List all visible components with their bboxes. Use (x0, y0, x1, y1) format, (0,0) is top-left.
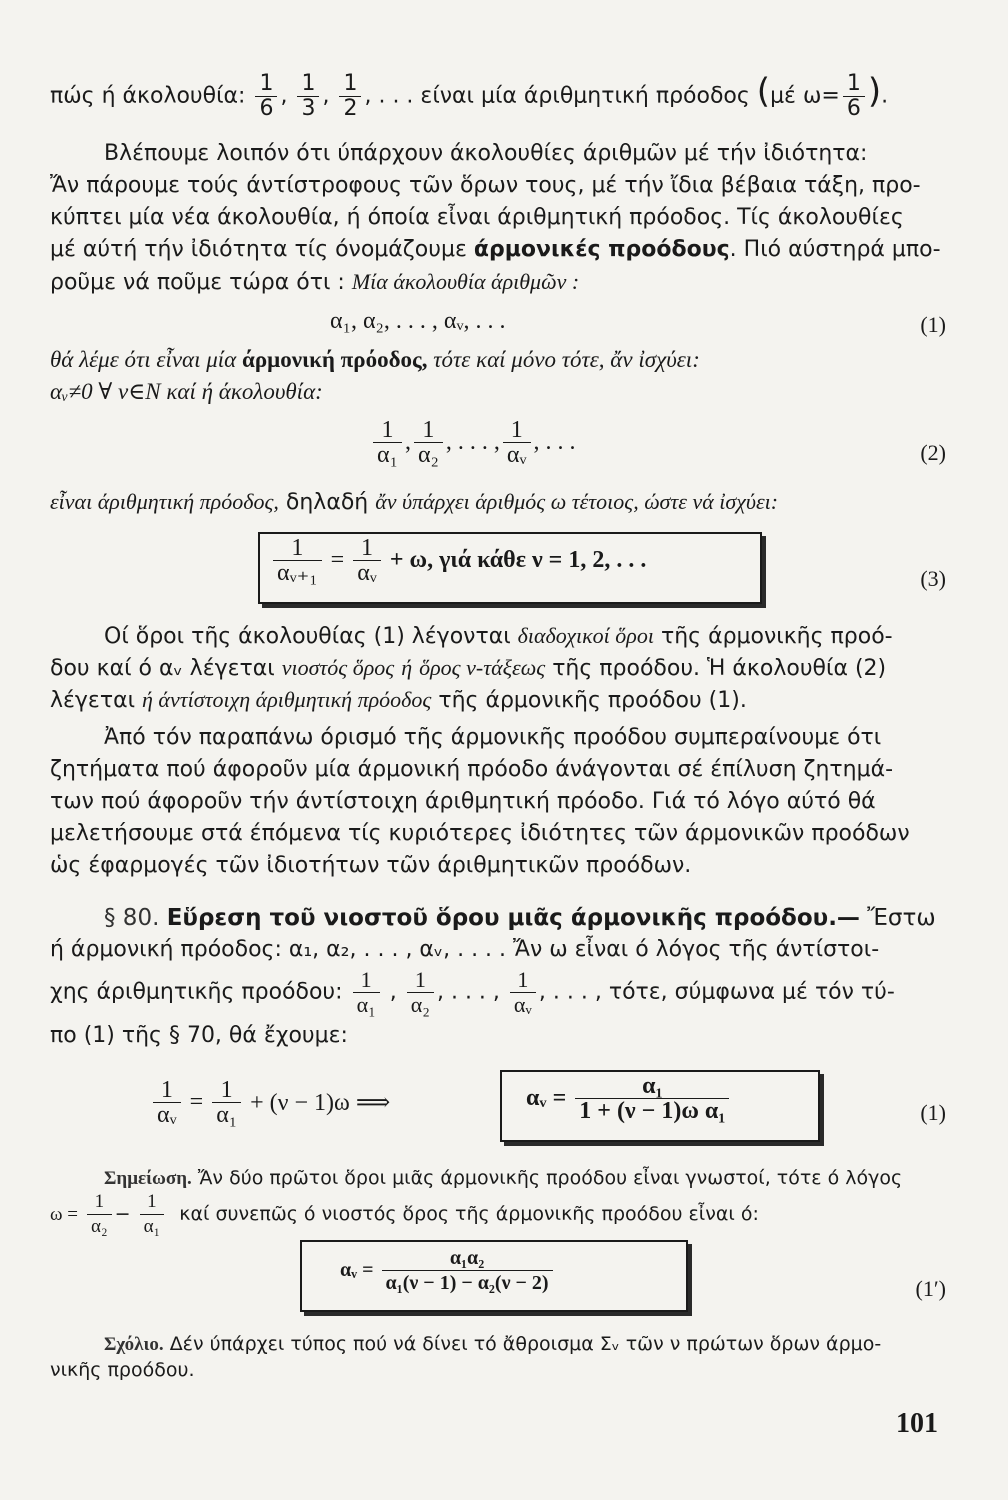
paragraph-line: δου καί ό αᵥ λέγεται νιοστός ὅρος ή ὅρος ν-τάξεως τῆς προόδου. Ἡ άκολουθία (2) (50, 655, 887, 681)
equation-number: (3) (920, 566, 946, 591)
equation-4-left: $\frac{1}{\text{αᵥ}}$ = $\frac{1}{\text{α₁}}$ + (ν − 1)ω ⟹ (150, 1078, 390, 1127)
definition-line: θά λέμε ότι εἶναι μία άρμονική πρόοδος, τότε καί μόνο τότε, ἄν ἰσχύει: (50, 347, 700, 372)
equation-number: (1′) (915, 1276, 946, 1301)
equation-1: α₁, α₂, . . . , αᵥ, . . . (330, 308, 506, 334)
note-line: ω = $\frac{1}{\text{α₂}}$ − $\frac{1}{\text{α₁}}$ καί συνεπῶς ό νιοστός ὅρος τῆς άρμονικῆς προόδου εἶναι ό: (50, 1191, 759, 1237)
paragraph-line: Ἄν πάρουμε τούς άντίστροφους τῶν ὅρων τους, μέ τήν ἴδια βέβαια τάξη, προ- (50, 173, 921, 198)
paragraph-line: μελετήσουμε στά έπόμενα τίς κυριότερες ἰδιότητες τῶν άρμονικῶν προόδων (50, 821, 910, 846)
paragraph-line: Βλέπουμε λοιπόν ότι ύπάρχουν άκολουθίες άριθμῶν μέ τήν ἰδιότητα: (104, 141, 868, 166)
paragraph-line: ὡς έφαρμογές τῶν ἰδιοτήτων τῶν άριθμητικῶν προόδων. (50, 853, 692, 878)
fraction: $\frac{1}{3}$ (297, 72, 319, 121)
section-number: § 80. (104, 905, 160, 931)
fraction: $\frac{1}{6}$ (255, 72, 277, 121)
equation-number: (1) (920, 312, 946, 337)
equation-number: (1) (920, 1100, 946, 1125)
text-line: πώς ή άκολουθία: $\frac{1}{6}$ , $\frac{1}{3}$ , $\frac{1}{2}$ , . . . είναι μία άριθμητική πρόοδος (μέ ω= $\frac{1}{6}$ ). (50, 71, 889, 121)
comment-line: νικῆς προόδου. (50, 1359, 195, 1381)
paragraph-line: λέγεται ή άντίστοιχη άριθμητική πρόοδος τῆς άρμονικῆς προόδου (1). (50, 687, 747, 713)
paragraph-line: των πού άφοροῦν τήν άντίστοιχη άριθμητική πρόοδο. Γιά τό λόγο αύτό θά (50, 789, 876, 814)
note-line: Σημείωση. Ἄν δύο πρῶτοι ὅροι μιᾶς άρμονικῆς προόδου εἶναι γνωστοί, τότε ό λόγος (104, 1167, 903, 1189)
definition-line: εἶναι άριθμητική πρόοδος, δηλαδή ἄν ύπάρχει άριθμός ω τέτοιος, ώστε νά ἰσχύει: (50, 489, 779, 515)
paragraph-line: ή άρμονική πρόοδος: α₁, α₂, . . . , αᵥ, . . . . Ἄν ω εἶναι ό λόγος τῆς άντίστοι- (50, 937, 880, 962)
comment-line: Σχόλιο. Δέν ύπάρχει τύπος πού νά δίνει τό ἄθροισμα Σᵥ τῶν ν πρώτων ὅρων άρμο- (104, 1333, 882, 1355)
paragraph-line: μέ αύτή τήν ἰδιότητα τίς όνομάζουμε άρμονικές προόδους. Πιό αύστηρά μπο- (50, 237, 941, 262)
paragraph-line: Ἀπό τόν παραπάνω όρισμό τῆς άρμονικῆς προόδου συμπεραίνουμε ότι (104, 725, 882, 750)
equation-3: $\frac{1}{\text{αᵥ₊₁}}$ = $\frac{1}{\text{αᵥ}}$ + ω, γιά κάθε ν = 1, 2, . . . (270, 536, 646, 585)
paragraph-line: κύπτει μία νέα άκολουθία, ή όποία εἶναι άριθμητική πρόοδος. Τίς άκολουθίες (50, 205, 904, 230)
fraction: $\frac{1}{2}$ (339, 72, 361, 121)
paragraph-line: Οί ὅροι τῆς άκολουθίας (1) λέγονται διαδοχικοί ὅροι τῆς άρμονικῆς προό- (104, 623, 893, 649)
paragraph-line: ροῦμε νά ποῦμε τώρα ότι : Μία άκολουθία άριθμῶν : (50, 269, 580, 295)
paragraph-line: ζητήματα πού άφοροῦν μία άρμονική πρόοδο άνάγονται σέ έπίλυση ζητημά- (50, 757, 894, 782)
section-heading: § 80. Εὕρεση τοῦ νιοστοῦ ὅρου μιᾶς άρμονικῆς προόδου.— Ἔστω (104, 905, 936, 931)
equation-4-boxed: αᵥ = $\frac{\text{α₁}}{\text{1 + (ν − 1)ω α₁}}$ (526, 1074, 732, 1123)
equation-number: (2) (920, 440, 946, 465)
paragraph-line: χης άριθμητικῆς προόδου: $\frac{1}{\text{α₁}}$ , $\frac{1}{\text{α₂}}$ , . . . , $\frac{1}{\text{αᵥ}}$ , . . . , τότε, σύμφωνα μέ τόν τύ- (50, 967, 895, 1017)
equation-2: $\frac{1}{\text{α₁}}$ , $\frac{1}{\text{α₂}}$ , . . . , $\frac{1}{\text{αᵥ}}$ , . . . (370, 418, 576, 467)
section-title: Εὕρεση τοῦ νιοστοῦ ὅρου μιᾶς άρμονικῆς προόδου.— (166, 905, 860, 931)
equation-5: αᵥ = $\frac{\text{α₁α₂}}{\text{α₁(ν − 1) − α₂(ν − 2)}}$ (340, 1246, 556, 1295)
paragraph-line: πο (1) τῆς § 70, θά ἔχουμε: (50, 1023, 348, 1048)
page-number: 101 (896, 1408, 938, 1439)
definition-line: αᵥ≠0 ∀ ν∈N καί ή άκολουθία: (50, 379, 323, 404)
